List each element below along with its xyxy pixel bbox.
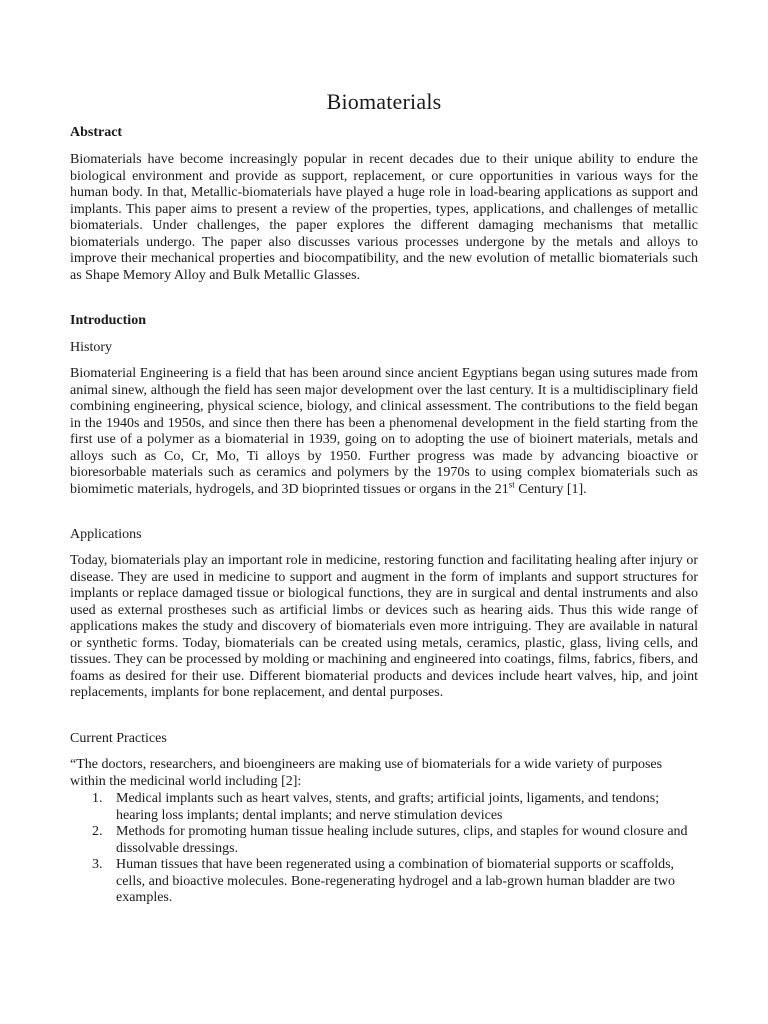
document-title: Biomaterials [326,89,442,114]
list-item-number: 2. [92,824,103,839]
list-item-text: Human tissues that have been regenerated using a combination of biomaterial supports or scaffolds, cells, and bioactive molecules. Bone-regenerating hydrogel and a lab-grown human bladder are two examples. [116,857,676,905]
history-text-end: Century [1]. [514,481,587,497]
applications-subheading: Applications [70,527,142,542]
list-item-text: Medical implants such as heart valves, stents, and grafts; artificial joints, ligaments, and tendons; hearing loss implants; dental implants; and nerve stimulation devices [116,791,660,823]
history-superscript: st [508,478,515,489]
abstract-heading: Abstract [70,125,123,140]
list-item [70,857,698,907]
introduction-heading: Introduction [70,313,146,328]
history-paragraph [70,366,698,498]
current-practices-list [70,791,698,907]
list-item [70,824,698,857]
list-item [70,791,698,824]
list-item-text: Methods for promoting human tissue healing include sutures, clips, and staples for wound closure and dissolvable dressings. [116,824,688,856]
current-practices-intro: “The doctors, researchers, and bioengineers are making use of biomaterials for a wide variety of purposes within the medicinal world including [2]: [70,757,663,789]
abstract-paragraph: Biomaterials have become increasingly popular in recent decades due to their unique ability to endure the biological environment and provide as support, replacement, or cure opportunities in various ways for the human body. In that, Metallic-biomaterials have played a huge role in load-bearing applications as support and implants. This paper aims to present a review of the properties, types, applications, and challenges of metallic biomaterials. Under challenges, the paper explores the different damaging mechanisms that metallic biomaterials undergo. The paper also discusses various processes undergone by the metals and alloys to improve their mechanical properties and biocompatibility, and the new evolution of metallic biomaterials such as Shape Memory Alloy and Bulk Metallic Glasses. [70,152,698,283]
current-practices-subheading: Current Practices [70,731,167,746]
history-subheading: History [70,340,112,355]
history-text: Biomaterial Engineering is a field that has been around since ancient Egyptians began using sutures made from animal sinew, although the field has seen major development over the last century. It is a multidisciplinary field combining engineering, physical science, biology, and clinical assessment. The contributions to the field began in the 1940s and 1950s, and since then there has been a phenomenal development in the field starting from the first use of a polymer as a biomaterial in 1939, going on to adopting the use of bioinert materials, metals and alloys such as Co, Cr, Mo, Ti alloys by 1950. Further progress was made by advancing bioactive or bioresorbable materials such as ceramics and polymers by the 1970s to using complex biomaterials such as biomimetic materials, hydrogels, and 3D bioprinted tissues or organs in the 21 [70,366,698,497]
list-item-number: 3. [92,857,103,872]
list-item-number: 1. [92,791,103,806]
applications-paragraph: Today, biomaterials play an important role in medicine, restoring function and facilitating healing after injury or disease. They are used in medicine to support and augment in the form of implants and support structures for implants or replace damaged tissue or biological functions, they are in surgical and dental instruments and also used as external prostheses such as artificial limbs or devices such as hearing aids. Thus this wide range of applications makes the study and discovery of biomaterials even more intriguing. They are available in natural or synthetic forms. Today, biomaterials can be created using metals, ceramics, plastic, glass, living cells, and tissues. They can be processed by molding or machining and engineered into coatings, films, fabrics, fibers, and foams as desired for their use. Different biomaterial products and devices include heart valves, hip, and joint replacements, implants for bone replacement, and dental purposes. [70,553,698,700]
